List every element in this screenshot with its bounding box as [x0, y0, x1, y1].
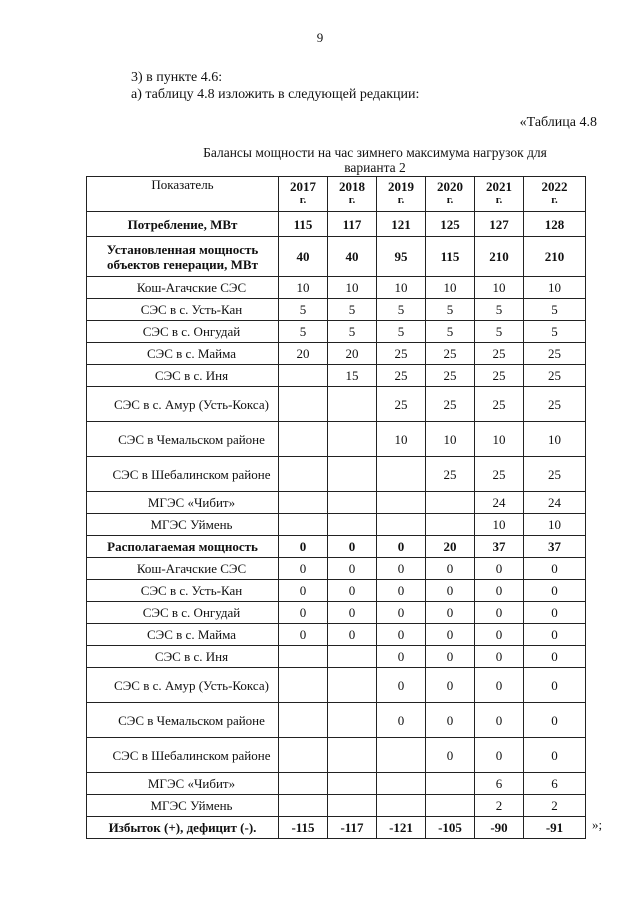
cell-value — [279, 795, 328, 817]
header-year-2017 — [279, 177, 328, 212]
power-balance-table — [86, 176, 586, 839]
cell-value: 5 — [475, 299, 524, 321]
header-year-suffix: г. — [397, 194, 405, 206]
table-row — [87, 817, 586, 839]
table-row — [87, 422, 586, 457]
cell-value: 20 — [279, 343, 328, 365]
header-year-suffix: г. — [551, 194, 558, 206]
table-row — [87, 237, 586, 277]
cell-value: 0 — [426, 558, 475, 580]
cell-value: 25 — [475, 387, 524, 422]
cell-value: 0 — [524, 738, 586, 773]
table-body — [87, 212, 586, 839]
row-label: СЭС в Чемальском районе — [87, 422, 279, 457]
row-label: СЭС в с. Иня — [87, 365, 279, 387]
cell-value: 0 — [377, 668, 426, 703]
cell-value — [426, 795, 475, 817]
cell-value: 24 — [475, 492, 524, 514]
row-label: Установленная мощность объектов генерации, МВт — [87, 237, 279, 277]
header-year-value: 2020 — [437, 179, 463, 194]
cell-value: 10 — [377, 277, 426, 299]
cell-value: 10 — [426, 422, 475, 457]
cell-value — [279, 514, 328, 536]
table-row — [87, 602, 586, 624]
cell-value: 5 — [475, 321, 524, 343]
cell-value: 0 — [524, 624, 586, 646]
cell-value: 0 — [524, 703, 586, 738]
cell-value: 15 — [328, 365, 377, 387]
cell-value: 0 — [475, 580, 524, 602]
table-row — [87, 795, 586, 817]
cell-value — [328, 668, 377, 703]
cell-value: 25 — [475, 457, 524, 492]
row-label: СЭС в с. Иня — [87, 646, 279, 668]
cell-value: 10 — [426, 277, 475, 299]
cell-value: 6 — [475, 773, 524, 795]
header-year-2021 — [475, 177, 524, 212]
row-label: МГЭС Уймень — [87, 795, 279, 817]
cell-value: 25 — [524, 387, 586, 422]
cell-value: 10 — [475, 277, 524, 299]
cell-value: 25 — [426, 387, 475, 422]
row-label: Кош-Агачские СЭС — [87, 558, 279, 580]
cell-value: 20 — [426, 536, 475, 558]
cell-value: 0 — [524, 668, 586, 703]
cell-value — [377, 457, 426, 492]
cell-value: 5 — [377, 321, 426, 343]
cell-value — [279, 422, 328, 457]
cell-value: 5 — [426, 299, 475, 321]
cell-value — [328, 514, 377, 536]
table-row — [87, 580, 586, 602]
cell-value — [279, 668, 328, 703]
cell-value: 0 — [426, 602, 475, 624]
cell-value: 40 — [279, 237, 328, 277]
cell-value: 40 — [328, 237, 377, 277]
cell-value: 0 — [524, 558, 586, 580]
cell-value: 25 — [475, 343, 524, 365]
cell-value: 2 — [524, 795, 586, 817]
row-label: СЭС в с. Амур (Усть-Кокса) — [87, 668, 279, 703]
cell-value: 10 — [524, 277, 586, 299]
cell-value: 2 — [475, 795, 524, 817]
cell-value: 0 — [328, 624, 377, 646]
cell-value — [377, 492, 426, 514]
cell-value: 25 — [475, 365, 524, 387]
row-label: СЭС в Чемальском районе — [87, 703, 279, 738]
header-year-value: 2022 — [541, 179, 568, 194]
cell-value: 0 — [475, 624, 524, 646]
cell-value: 0 — [377, 580, 426, 602]
cell-value: 121 — [377, 212, 426, 237]
header-year-value: 2019 — [388, 179, 414, 194]
cell-value: -91 — [524, 817, 586, 839]
header-year-value: 2017 — [290, 179, 316, 194]
cell-value: 115 — [426, 237, 475, 277]
cell-value: 115 — [279, 212, 328, 237]
cell-value: 95 — [377, 237, 426, 277]
cell-value: 210 — [524, 237, 586, 277]
table-row — [87, 624, 586, 646]
cell-value: 0 — [279, 602, 328, 624]
row-label: МГЭС «Чибит» — [87, 773, 279, 795]
table-row — [87, 321, 586, 343]
cell-value: 0 — [524, 580, 586, 602]
cell-value: 10 — [328, 277, 377, 299]
header-year-2019 — [377, 177, 426, 212]
row-label: СЭС в с. Майма — [87, 624, 279, 646]
cell-value: 0 — [475, 558, 524, 580]
header-indicator: Показатель — [87, 177, 279, 212]
cell-value — [377, 738, 426, 773]
cell-value — [426, 514, 475, 536]
cell-value: 10 — [524, 422, 586, 457]
cell-value: 10 — [524, 514, 586, 536]
cell-value: -117 — [328, 817, 377, 839]
cell-value: 0 — [475, 602, 524, 624]
table-caption — [160, 145, 590, 175]
table-row — [87, 299, 586, 321]
cell-value: 0 — [524, 646, 586, 668]
cell-value — [279, 365, 328, 387]
table-row — [87, 668, 586, 703]
cell-value: 0 — [377, 703, 426, 738]
cell-value: 10 — [377, 422, 426, 457]
cell-value: 0 — [475, 668, 524, 703]
cell-value — [426, 492, 475, 514]
row-label: СЭС в с. Усть-Кан — [87, 299, 279, 321]
cell-value: 0 — [377, 558, 426, 580]
row-label: МГЭС «Чибит» — [87, 492, 279, 514]
cell-value: 5 — [279, 299, 328, 321]
cell-value: 25 — [377, 343, 426, 365]
cell-value: 0 — [279, 624, 328, 646]
cell-value — [377, 514, 426, 536]
cell-value: 0 — [328, 602, 377, 624]
cell-value: 0 — [475, 703, 524, 738]
cell-value: 0 — [475, 646, 524, 668]
header-year-value: 2018 — [339, 179, 365, 194]
cell-value: 5 — [377, 299, 426, 321]
table-reference: «Таблица 4.8 — [519, 115, 597, 130]
cell-value — [279, 773, 328, 795]
row-label: СЭС в с. Онгудай — [87, 602, 279, 624]
table-row — [87, 514, 586, 536]
cell-value: 5 — [328, 321, 377, 343]
cell-value: 5 — [279, 321, 328, 343]
table-row — [87, 387, 586, 422]
cell-value: 5 — [524, 321, 586, 343]
cell-value: 125 — [426, 212, 475, 237]
intro-line-1: 3) в пункте 4.6: — [131, 70, 223, 85]
table-row — [87, 212, 586, 237]
cell-value — [328, 387, 377, 422]
cell-value: 0 — [377, 646, 426, 668]
cell-value: 128 — [524, 212, 586, 237]
cell-value: 25 — [524, 457, 586, 492]
cell-value: 25 — [377, 387, 426, 422]
intro-line-2: а) таблицу 4.8 изложить в следующей редакции: — [131, 87, 420, 102]
cell-value: -105 — [426, 817, 475, 839]
header-year-suffix: г. — [495, 194, 503, 206]
cell-value — [328, 492, 377, 514]
cell-value: 0 — [328, 536, 377, 558]
cell-value: 0 — [377, 624, 426, 646]
cell-value: 117 — [328, 212, 377, 237]
row-label: СЭС в с. Усть-Кан — [87, 580, 279, 602]
caption-line-1: Балансы мощности на час зимнего максимума нагрузок для — [203, 145, 547, 160]
cell-value — [328, 773, 377, 795]
cell-value: 0 — [426, 703, 475, 738]
table-row — [87, 365, 586, 387]
header-year-2018 — [328, 177, 377, 212]
table-row — [87, 738, 586, 773]
cell-value — [279, 492, 328, 514]
cell-value: 10 — [475, 422, 524, 457]
cell-value — [279, 646, 328, 668]
table-row — [87, 457, 586, 492]
row-label: МГЭС Уймень — [87, 514, 279, 536]
row-label: СЭС в Шебалинском районе — [87, 457, 279, 492]
row-label: Располагаемая мощность — [87, 536, 279, 558]
cell-value — [328, 738, 377, 773]
table-row — [87, 536, 586, 558]
cell-value: 5 — [328, 299, 377, 321]
table-row — [87, 492, 586, 514]
table-row — [87, 343, 586, 365]
header-year-value: 2021 — [486, 179, 512, 194]
cell-value — [328, 703, 377, 738]
cell-value: 0 — [328, 558, 377, 580]
cell-value: 25 — [426, 365, 475, 387]
cell-value — [279, 387, 328, 422]
cell-value: 0 — [426, 668, 475, 703]
cell-value: 127 — [475, 212, 524, 237]
header-year-suffix: г. — [446, 194, 454, 206]
row-label: СЭС в с. Онгудай — [87, 321, 279, 343]
cell-value: 25 — [426, 343, 475, 365]
cell-value: 25 — [524, 343, 586, 365]
cell-value: 5 — [426, 321, 475, 343]
header-year-2020 — [426, 177, 475, 212]
cell-value — [328, 422, 377, 457]
table-row — [87, 558, 586, 580]
row-label: СЭС в с. Майма — [87, 343, 279, 365]
cell-value — [377, 795, 426, 817]
table-row — [87, 703, 586, 738]
cell-value: 0 — [426, 580, 475, 602]
page-number: 9 — [316, 30, 324, 45]
cell-value — [328, 795, 377, 817]
cell-value: 0 — [524, 602, 586, 624]
cell-value: 0 — [377, 536, 426, 558]
row-label: СЭС в с. Амур (Усть-Кокса) — [87, 387, 279, 422]
table-header-row — [87, 177, 586, 212]
cell-value — [328, 646, 377, 668]
cell-value: 5 — [524, 299, 586, 321]
cell-value: 10 — [279, 277, 328, 299]
cell-value: -115 — [279, 817, 328, 839]
cell-value: -121 — [377, 817, 426, 839]
row-label: Избыток (+), дефицит (-). — [87, 817, 279, 839]
header-year-2022 — [524, 177, 586, 212]
cell-value: 210 — [475, 237, 524, 277]
cell-value: 0 — [279, 580, 328, 602]
cell-value: 0 — [328, 580, 377, 602]
cell-value: 0 — [279, 536, 328, 558]
table-row — [87, 773, 586, 795]
cell-value: 25 — [377, 365, 426, 387]
cell-value: 37 — [475, 536, 524, 558]
cell-value: 25 — [524, 365, 586, 387]
caption-line-2: варианта 2 — [344, 160, 406, 175]
cell-value: 0 — [426, 624, 475, 646]
cell-value — [279, 703, 328, 738]
cell-value: 0 — [426, 646, 475, 668]
cell-value — [279, 738, 328, 773]
row-label: СЭС в Шебалинском районе — [87, 738, 279, 773]
table-row — [87, 646, 586, 668]
cell-value: 24 — [524, 492, 586, 514]
cell-value — [377, 773, 426, 795]
cell-value: -90 — [475, 817, 524, 839]
cell-value — [279, 457, 328, 492]
header-year-suffix: г. — [299, 194, 307, 206]
cell-value: 0 — [279, 558, 328, 580]
header-year-suffix: г. — [348, 194, 356, 206]
row-label: Кош-Агачские СЭС — [87, 277, 279, 299]
cell-value: 37 — [524, 536, 586, 558]
cell-value: 25 — [426, 457, 475, 492]
table-row — [87, 277, 586, 299]
cell-value — [426, 773, 475, 795]
cell-value: 20 — [328, 343, 377, 365]
row-label: Потребление, МВт — [87, 212, 279, 237]
cell-value: 0 — [377, 602, 426, 624]
closing-quote: »; — [592, 817, 603, 832]
cell-value: 0 — [426, 738, 475, 773]
cell-value — [328, 457, 377, 492]
cell-value: 6 — [524, 773, 586, 795]
cell-value: 10 — [475, 514, 524, 536]
cell-value: 0 — [475, 738, 524, 773]
